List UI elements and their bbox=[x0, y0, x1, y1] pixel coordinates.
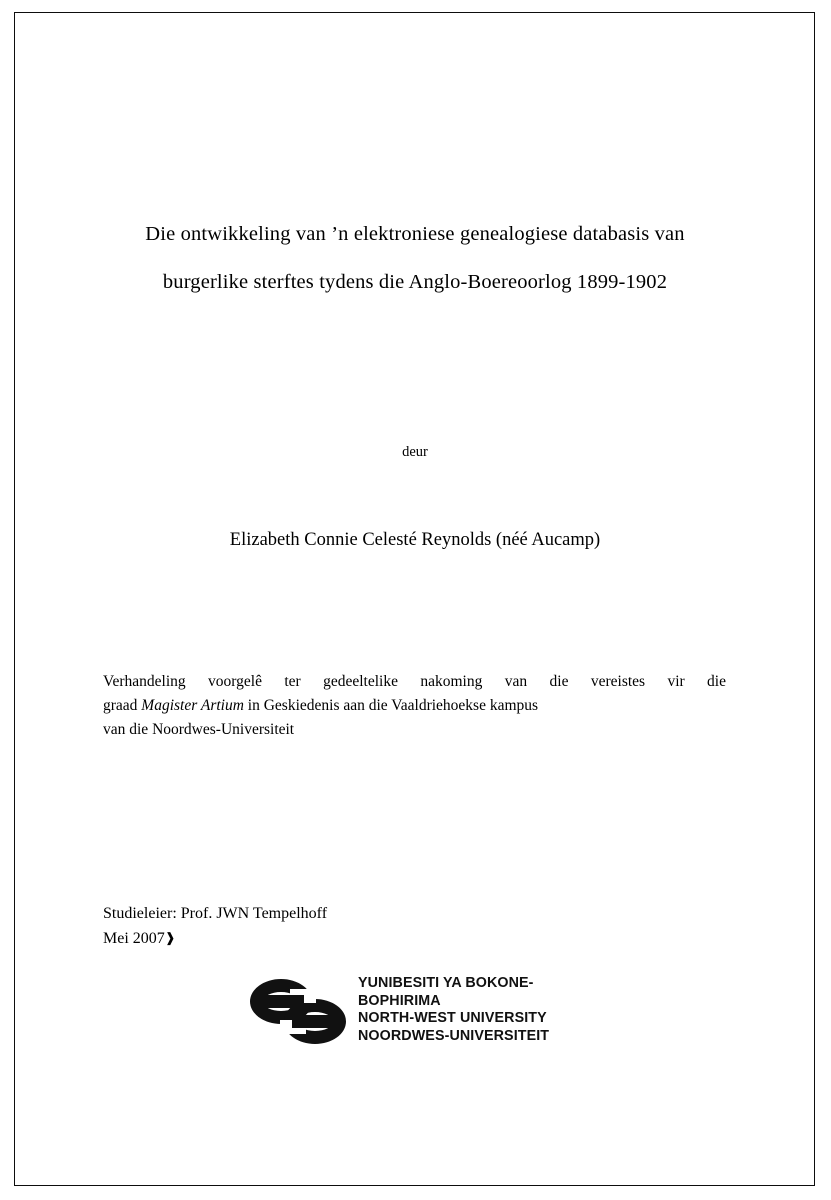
logo-text-line-2: NORTH-WEST UNIVERSITY bbox=[358, 1010, 547, 1026]
degree-statement-line-1: Verhandeling voorgelê ter gedeeltelike nakoming van die vereistes vir die bbox=[103, 673, 726, 690]
university-logo bbox=[250, 975, 580, 1047]
logo-bar-lower bbox=[292, 1015, 340, 1028]
university-logo-text bbox=[358, 975, 580, 1045]
byline: deur bbox=[402, 444, 428, 460]
logo-bar-upper bbox=[256, 995, 304, 1008]
degree-statement-line-2-pre: graad bbox=[103, 697, 142, 714]
degree-name-italic: Magister Artium bbox=[141, 697, 244, 714]
title-line-1: Die ontwikkeling van ’n elektroniese genealogiese databasis van bbox=[145, 223, 685, 245]
date-text: Mei 2007 bbox=[103, 930, 165, 947]
logo-text-line-1: YUNIBESITI YA BOKONE-BOPHIRIMA bbox=[358, 975, 534, 1009]
page-title bbox=[90, 210, 740, 306]
degree-statement bbox=[103, 670, 726, 742]
logo-text-line-3: NOORDWES-UNIVERSITEIT bbox=[358, 1027, 550, 1044]
author-name: Elizabeth Connie Celesté Reynolds (néé Aucamp) bbox=[229, 530, 601, 550]
title-page-content bbox=[90, 12, 740, 1186]
date-line bbox=[103, 926, 603, 951]
degree-statement-line-2 bbox=[103, 694, 726, 718]
nwu-logo-mark-icon bbox=[250, 979, 355, 1045]
supervisor-line: Studieleier: Prof. JWN Tempelhoff bbox=[103, 905, 328, 922]
title-line-2: burgerlike sterftes tydens die Anglo-Boereoorlog 1899-1902 bbox=[162, 271, 668, 293]
scan-artifact-mark: ❱ bbox=[164, 930, 176, 945]
degree-statement-line-3: van die Noordwes-Universiteit bbox=[103, 721, 295, 738]
degree-statement-line-2-post: in Geskiedenis aan die Vaaldriehoekse kampus bbox=[243, 697, 539, 714]
